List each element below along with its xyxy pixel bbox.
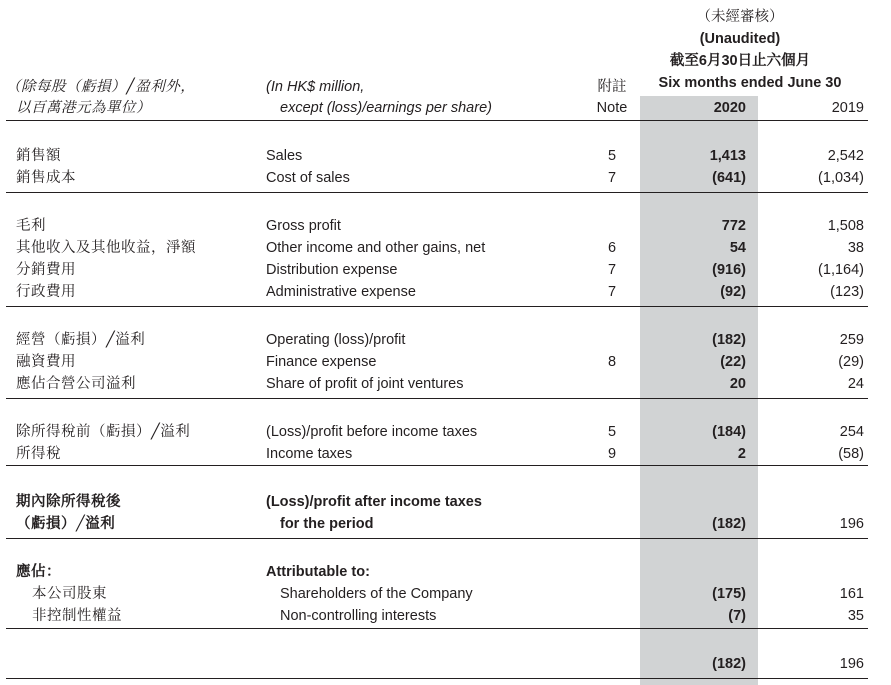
- total-current: (182): [712, 656, 746, 672]
- attributable-cn-shareholders: 本公司股東: [32, 586, 107, 602]
- note-header-en: Note: [596, 100, 628, 116]
- row-note-distribution-expense: 7: [607, 262, 617, 278]
- row-prior-distribution-expense: (1,164): [818, 262, 864, 278]
- row-en-operating-result: Operating (loss)/profit: [266, 332, 406, 348]
- attributable-prior-non-controlling: 35: [847, 608, 864, 624]
- row-cn-sales: 銷售額: [16, 148, 61, 164]
- row-note-other-income: 6: [607, 240, 617, 256]
- row-en-finance-expense: Finance expense: [266, 354, 377, 370]
- row-current-cost-of-sales: (641): [712, 170, 746, 186]
- period-result-cn-line2: （虧損）╱溢利: [16, 516, 116, 532]
- row-cn-administrative-expense: 行政費用: [16, 284, 76, 300]
- row-note-administrative-expense: 7: [607, 284, 617, 300]
- row-en-joint-ventures: Share of profit of joint ventures: [266, 376, 464, 392]
- row-cn-profit-before-tax: 除所得稅前（虧損）╱溢利: [16, 424, 191, 440]
- row-prior-sales: 2,542: [827, 148, 864, 164]
- attributable-current-non-controlling: (7): [728, 608, 746, 624]
- row-current-distribution-expense: (916): [712, 262, 746, 278]
- row-note-cost-of-sales: 7: [607, 170, 617, 186]
- year-prior: 2019: [831, 100, 864, 116]
- unaudited-cn: （未經審核）: [696, 9, 784, 25]
- section-rule: [6, 192, 868, 193]
- row-prior-operating-result: 259: [839, 332, 864, 348]
- row-prior-administrative-expense: (123): [830, 284, 864, 300]
- row-cn-cost-of-sales: 銷售成本: [16, 170, 76, 186]
- row-cn-finance-expense: 融資費用: [16, 354, 76, 370]
- attributable-cn-non-controlling: 非控制性權益: [32, 608, 122, 624]
- row-cn-joint-ventures: 應佔合營公司溢利: [16, 376, 136, 392]
- row-cn-gross-profit: 毛利: [16, 218, 46, 234]
- row-current-joint-ventures: 20: [729, 376, 746, 392]
- period-result-current: (182): [712, 516, 746, 532]
- row-en-cost-of-sales: Cost of sales: [266, 170, 350, 186]
- row-current-administrative-expense: (92): [720, 284, 746, 300]
- row-note-income-taxes: 9: [607, 446, 617, 462]
- row-cn-operating-result: 經營（虧損）╱溢利: [16, 332, 146, 348]
- row-prior-joint-ventures: 24: [847, 376, 864, 392]
- row-current-gross-profit: 772: [721, 218, 746, 234]
- row-current-finance-expense: (22): [720, 354, 746, 370]
- row-prior-other-income: 38: [847, 240, 864, 256]
- row-prior-finance-expense: (29): [838, 354, 864, 370]
- section-rule: [6, 398, 868, 399]
- row-en-distribution-expense: Distribution expense: [266, 262, 398, 278]
- row-prior-cost-of-sales: (1,034): [818, 170, 864, 186]
- total-rule: [6, 678, 868, 679]
- row-current-profit-before-tax: (184): [712, 424, 746, 440]
- period-result-en-line2: for the period: [280, 516, 374, 532]
- row-prior-income-taxes: (58): [838, 446, 864, 462]
- row-note-profit-before-tax: 5: [607, 424, 617, 440]
- attributable-en-non-controlling: Non-controlling interests: [280, 608, 437, 624]
- note-header-cn: 附註: [597, 79, 627, 95]
- period-result-prior: 196: [839, 516, 864, 532]
- row-current-sales: 1,413: [709, 148, 746, 164]
- period-cn: 截至6月30日止六個月: [669, 53, 811, 69]
- period-result-cn-line1: 期內除所得稅後: [16, 494, 121, 510]
- row-prior-gross-profit: 1,508: [827, 218, 864, 234]
- section-rule: [6, 628, 868, 629]
- row-en-profit-before-tax: (Loss)/profit before income taxes: [266, 424, 478, 440]
- row-en-administrative-expense: Administrative expense: [266, 284, 416, 300]
- section-rule: [6, 538, 868, 539]
- unaudited-en: (Unaudited): [699, 31, 781, 47]
- row-cn-distribution-expense: 分銷費用: [16, 262, 76, 278]
- description-en-line1: (In HK$ million,: [266, 79, 365, 95]
- row-note-sales: 5: [607, 148, 617, 164]
- row-current-income-taxes: 2: [737, 446, 746, 462]
- description-cn-line1: （除每股（虧損）╱盈利外，: [6, 79, 196, 95]
- row-current-operating-result: (182): [712, 332, 746, 348]
- row-en-sales: Sales: [266, 148, 303, 164]
- row-en-other-income: Other income and other gains, net: [266, 240, 486, 256]
- row-en-gross-profit: Gross profit: [266, 218, 341, 234]
- header-rule: [6, 120, 868, 121]
- attributable-prior-shareholders: 161: [839, 586, 864, 602]
- attributable-cn: 應佔：: [16, 564, 61, 580]
- attributable-current-shareholders: (175): [712, 586, 746, 602]
- attributable-en-shareholders: Shareholders of the Company: [280, 586, 473, 602]
- section-rule: [6, 465, 868, 466]
- section-rule: [6, 306, 868, 307]
- row-en-income-taxes: Income taxes: [266, 446, 353, 462]
- row-cn-other-income: 其他收入及其他收益，淨額: [16, 240, 196, 256]
- attributable-en: Attributable to:: [266, 564, 370, 580]
- row-note-finance-expense: 8: [607, 354, 617, 370]
- period-en: Six months ended June 30: [658, 75, 842, 91]
- row-prior-profit-before-tax: 254: [839, 424, 864, 440]
- description-en-line2: except (loss)/earnings per share): [280, 100, 492, 116]
- row-current-other-income: 54: [729, 240, 746, 256]
- total-prior: 196: [839, 656, 864, 672]
- row-cn-income-taxes: 所得稅: [16, 446, 61, 462]
- year-current: 2020: [713, 100, 746, 116]
- description-cn-line2: 以百萬港元為單位）: [16, 100, 151, 116]
- period-result-en-line1: (Loss)/profit after income taxes: [266, 494, 482, 510]
